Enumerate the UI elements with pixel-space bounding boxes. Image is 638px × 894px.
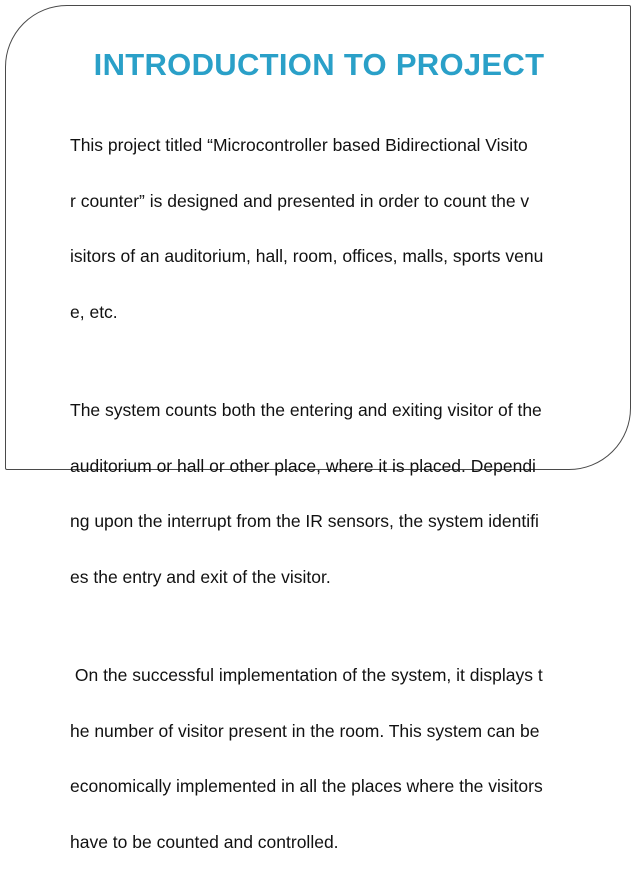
text-line: he number of visitor present in the room. This system can be <box>70 720 540 741</box>
slide-title: INTRODUCTION TO PROJECT <box>93 47 545 82</box>
text-line: es the entry and exit of the visitor. <box>70 566 331 587</box>
text-line: isitors of an auditorium, hall, room, offices, malls, sports venu <box>70 246 544 266</box>
paragraph-system <box>70 364 602 623</box>
text-line: e, etc. <box>70 301 118 322</box>
paragraph-intro <box>70 99 602 358</box>
slide-body <box>70 99 602 894</box>
paragraph-implementation <box>70 629 602 888</box>
text-line: r counter” is designed and presented in order to count the v <box>70 190 530 211</box>
text-line: auditorium or hall or other place, where it is placed. Dependi <box>70 455 536 476</box>
text-line: economically implemented in all the places where the visitors <box>70 776 543 796</box>
text-line: The system counts both the entering and exiting visitor of the <box>70 400 542 420</box>
text-line: ng upon the interrupt from the IR sensors, the system identifi <box>70 511 539 531</box>
text-line: On the successful implementation of the system, it displays t <box>70 665 543 685</box>
text-line: have to be counted and controlled. <box>70 831 339 852</box>
text-line: This project titled “Microcontroller based Bidirectional Visito <box>70 135 528 155</box>
